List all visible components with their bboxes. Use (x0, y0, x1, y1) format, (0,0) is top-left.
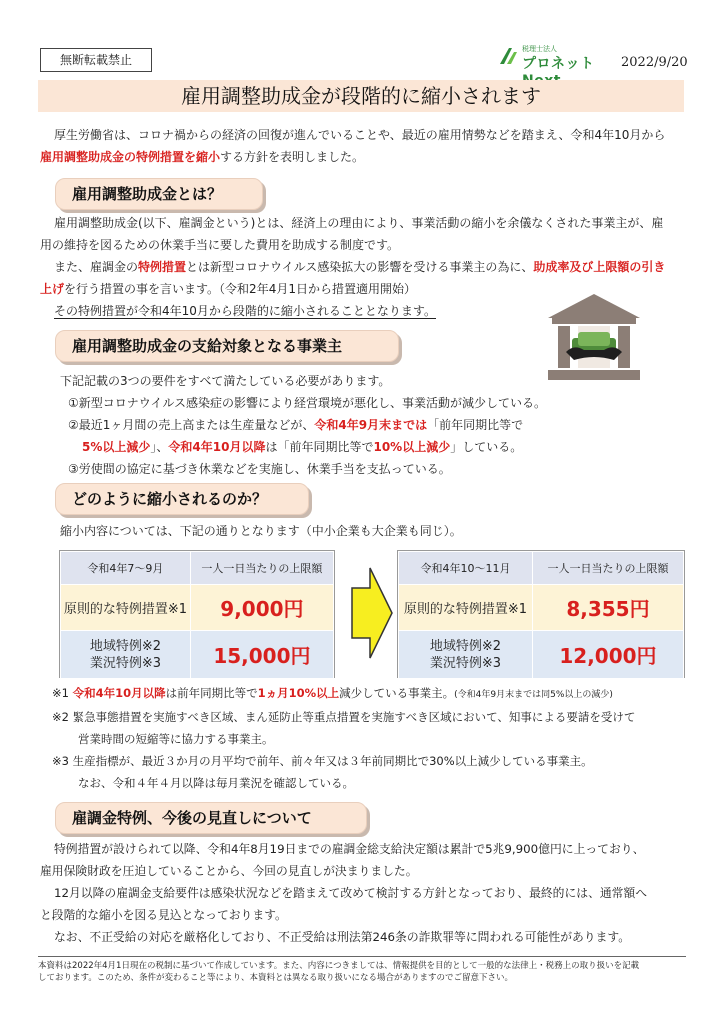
notes (52, 682, 692, 794)
review-body (40, 838, 688, 948)
table-after-row1-label: 原則的な特例措置※1 (399, 585, 533, 631)
table-before-row2-value: 15,000円 (190, 631, 333, 679)
company-logo (498, 38, 618, 72)
note-1-mark: ※1 (52, 686, 69, 700)
table-after-row2-label-2: 業況特例※3 (429, 655, 502, 671)
about-p1a: 雇用調整助成金(以下、雇調金という)とは、経済上の理由により、事業活動の縮小を余儀なくされた事業主が、雇 (54, 216, 664, 230)
table-before-row2-label-1: 地域特例※2 (89, 638, 161, 654)
pronet-logo-icon (498, 44, 520, 66)
about-p1b: 用の維持を図るための休業手当に要した費用を助成する制度です。 (40, 238, 400, 252)
table-before-row1-label: 原則的な特例措置※1 (61, 585, 191, 631)
eligibility-item-2b-2: は「前年同期比等で (265, 440, 374, 454)
table-before-row1-value: 9,000円 (190, 585, 333, 631)
eligibility-item-2b-red2: 令和4年10月以降 (168, 440, 266, 454)
logo-subtitle: 税理士法人 (522, 45, 557, 53)
review-p1b: 雇用保険財政を圧迫していることから、今回の見直しが決まりました。 (40, 864, 418, 878)
eligibility-item-2b-red3: 10%以上減少 (373, 440, 451, 454)
eligibility-item-2b-red1: 5%以上減少 (82, 440, 151, 454)
table-after-header-period: 令和4年10～11月 (399, 552, 533, 585)
about-p2-rest: を行う措置の事を言います。（令和2年4月1日から措置適用開始） (64, 282, 416, 296)
note-1-small: (令和4年9月末までは同5%以上の減少) (454, 690, 613, 700)
review-p3: なお、不正受給の対応を厳格化しており、不正受給は刑法第246条の詐欺罪等に問われる可能性があります。 (54, 930, 631, 944)
table-after-row2-value: 12,000円 (532, 631, 683, 679)
disclaimer-line2: しております。このため、条件が変わること等により、本資料とは異なる取り扱いになる場合がありますのでご留意下さい。 (38, 973, 513, 983)
intro-line2: する方針を表明しました。 (220, 150, 365, 164)
note-1-text1: は前年同期比等で (165, 686, 258, 700)
right-arrow-icon (350, 566, 394, 660)
eligibility-body (60, 370, 680, 480)
eligibility-item-2b-1: 」、 (150, 440, 169, 454)
document-date: 2022/9/20 (621, 55, 688, 70)
note-1-text2: 減少している事業主。 (339, 686, 455, 700)
disclaimer-footer (38, 956, 686, 984)
review-p1a: 特例措置が設けられて以降、令和4年8月19日までの雇調金総支給決定額は累計で5兆9,900億円に上っており、 (54, 842, 645, 856)
section-heading-reduction: どのように縮小されるのか？ (55, 483, 309, 515)
table-after-header-limit: 一人一日当たりの上限額 (532, 552, 683, 585)
note-1-red1: 令和4年10月以降 (72, 686, 166, 700)
about-p3: その特例措置が令和4年10月から段階的に縮小されることとなります。 (54, 304, 436, 318)
about-p2-b: とは新型コロナウイルス感染拡大の影響を受ける事業主の為に、 (186, 260, 534, 274)
note-2b: 営業時間の短縮等に協力する事業主。 (78, 732, 274, 746)
table-after-row2-label (399, 631, 533, 679)
intro-line1: 厚生労働省は、コロナ禍からの経済の回復が進んでいることや、最近の雇用情勢などを踏まえ、令和4年10月から (54, 128, 666, 142)
eligibility-item-2a-red: 令和4年9月末までは (314, 418, 428, 432)
note-2a: ※2 緊急事態措置を実施すべき区域、まん延防止等重点措置を実施すべき区域において、知事による要請を受けて (52, 710, 636, 724)
eligibility-item-2b-3: 」している。 (450, 440, 523, 454)
reduction-lead: 縮小内容については、下記の通りとなります（中小企業も大企業も同じ）。 (60, 524, 462, 538)
disclaimer-line1: 本資料は2022年4月1日現在の税制に基づいて作成しています。また、内容につきましては、情報提供を目的として一般的な法律上・税務上の取り扱いを記載 (38, 961, 640, 971)
section-heading-about: 雇用調整助成金とは？ (55, 178, 263, 210)
eligibility-item-1: ①新型コロナウイルス感染症の影響により経営環境が悪化し、事業活動が減少している。 (68, 396, 547, 410)
eligibility-item-2a-rest: 「前年同期比等で (427, 418, 524, 432)
note-3b: なお、令和４年４月以降は毎月業況を確認している。 (78, 776, 354, 790)
note-3a: ※3 生産指標が、最近３か月の月平均で前年、前々年又は３年前同期比で30%以上減少している事業主。 (52, 754, 593, 768)
about-p2-a: また、雇調金の (54, 260, 139, 274)
no-reprint-notice: 無断転載禁止 (40, 48, 152, 72)
logo-name: プロネット (522, 56, 595, 72)
about-p2-highlight: 助成率及び上限額の引き (533, 260, 666, 274)
table-after-row1-value: 8,355円 (532, 585, 683, 631)
about-p2-highlight-cont: 上げ (40, 282, 65, 296)
table-before-row2-label (61, 631, 191, 679)
table-before (60, 551, 334, 679)
table-before-header-period: 令和4年7～9月 (61, 552, 191, 585)
page-title: 雇用調整助成金が段階的に縮小されます (38, 80, 684, 112)
intro-highlight: 雇用調整助成金の特例措置を縮小 (40, 150, 221, 164)
about-p2-special: 特例措置 (138, 260, 187, 274)
eligibility-item-2a: ②最近1ヶ月間の売上高または生産量などが、 (68, 418, 315, 432)
eligibility-lead: 下記記載の3つの要件をすべて満たしている必要があります。 (60, 374, 391, 388)
section-heading-review: 雇調金特例、今後の見直しについて (55, 802, 367, 834)
review-p2a: 12月以降の雇調金支給要件は感染状況などを踏まえて改めて検討する方針となっており、最終的には、通常額へ (54, 886, 648, 900)
section-heading-eligibility: 雇用調整助成金の支給対象となる事業主 (55, 330, 399, 362)
intro-paragraph (40, 124, 688, 168)
eligibility-item-3: ③労使間の協定に基づき休業などを実施し、休業手当を支払っている。 (68, 462, 451, 476)
table-after-row2-label-1: 地域特例※2 (429, 638, 502, 654)
review-p2b: と段階的な縮小を図る見込となっております。 (40, 908, 287, 922)
table-before-header-limit: 一人一日当たりの上限額 (190, 552, 333, 585)
table-before-row2-label-2: 業況特例※3 (89, 655, 161, 671)
table-after (398, 551, 684, 679)
note-1-red2: 1ヵ月10%以上 (257, 686, 340, 700)
